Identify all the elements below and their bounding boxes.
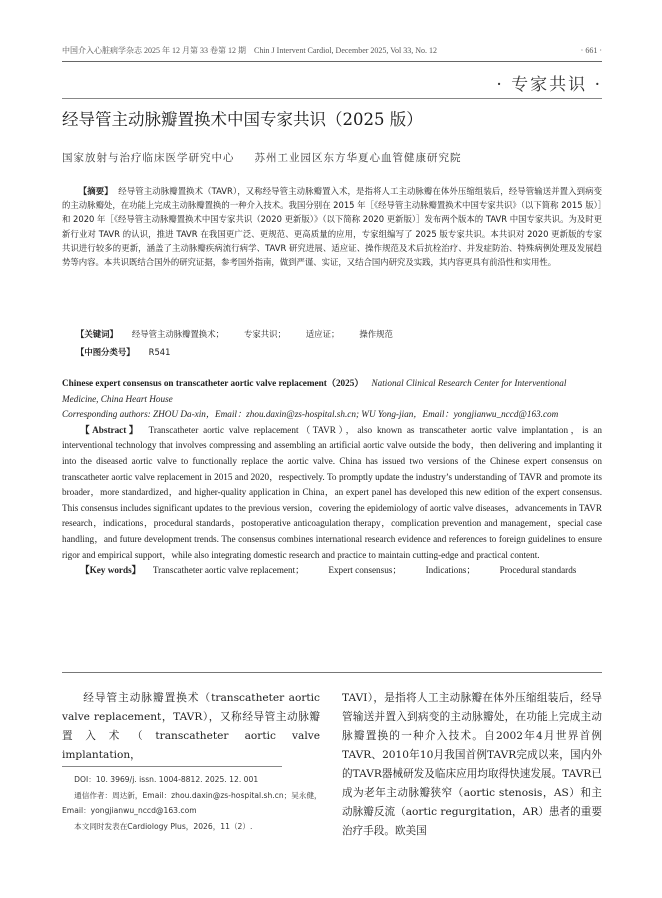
running-head [62, 44, 602, 58]
footnote-rule [62, 766, 282, 767]
keyword-cn: 操作规范 [359, 329, 393, 339]
page-number: · 661 · [580, 46, 602, 55]
keyword-cn: 经导管主动脉瓣置换术； [131, 329, 224, 339]
keyword-cn: 适应证； [305, 329, 340, 339]
body-column-right: TAVI），是指将人工主动脉瓣在体外压缩组装后，经导管输送并置入到病变的主动脉瓣处，在功能上完成主动脉瓣置换的一种介入技术。自2002年4月世界首例TAVR、2010年10月我国首例TAVR完成以来，国内外的TAVR器械研发及临床应用均取得快速发展。TAVR已成为老年主动脉瓣狭窄（aortic stenosis，AS）和主动脉瓣反流（aortic regurgitation，AR）患者的重要治疗手段。欧美国 [342, 692, 602, 837]
english-abstract-label: 【Abstract】 [80, 424, 141, 435]
journal-info: 中国介入心脏病学杂志 2025 年 12 月第 33 卷第 12 期 Chin J Intervent Cardiol, December 2025, Vol 33, No. 12 [62, 46, 438, 55]
page-title: 经导管主动脉瓣置换术中国专家共识（2025 版） [62, 110, 423, 129]
keywords-cn-label: 【关键词】 [76, 329, 118, 339]
section-rule [62, 98, 602, 99]
header-rule [62, 61, 602, 62]
footnotes [62, 772, 324, 834]
english-keyword: Indications； [425, 565, 476, 576]
affiliations [62, 150, 602, 165]
english-abstract-block [62, 376, 602, 579]
footnote-corresponding-email: Email：yongjianwu_nccd@163.com [62, 806, 197, 815]
section-tag: · 专家共识 · [496, 75, 602, 95]
keyword-cn: 专家共识； [244, 329, 286, 339]
english-abstract [62, 423, 602, 563]
english-keywords-label: 【Key words】 [80, 565, 141, 576]
english-keyword: Transcatheter aortic valve replacement； [152, 565, 305, 576]
affiliation-1: 国家放射与治疗临床医学研究中心 [62, 152, 235, 164]
abstract-divider [62, 672, 602, 673]
english-abstract-text: Transcatheter aortic valve replacement（TAVR），also known as transcatheter aortic valve implantation，is an interventional technology that involves compressing and assembling an artificial aortic valve outside the body，then delivering and implanting it into the diseased aortic valve to functionally replace the aortic valve. China has issued two versions of the Chinese expert consensus on transcatheter aortic valve replacement in 2015 and 2020，respectively. To promptly update the industry’s understanding of TAVR and promote its broader，more standardized，and higher-quality application in China，an expert panel has developed this new edition of the expert consensus. This consensus includes significant updates to the previous version，covering the epidemiology of aortic valve diseases，advancements in TAVR research，indications，procedural standards，postoperative anticoagulation therapy，complication prevention and management，special case handling，and future development trends. The consensus combines international research evidence and references to foreign guidelines to ensure rigor and empirical support，while also integrating domestic research and practice to maintain cutting-edge and practical content. [62, 424, 602, 560]
abstract-cn-label: 【摘要】 [78, 186, 113, 196]
classification-cn [76, 345, 596, 359]
footnote-doi: DOI：10. 3969/j. issn. 1004-8812. 2025. 12. 001 [74, 775, 259, 784]
keywords-cn [76, 327, 596, 341]
english-title: Chinese expert consensus on transcatheter aortic valve replacement（2025） [62, 378, 364, 388]
english-institution: National Clinical Research Center for Interventional Medicine, China Heart House [62, 378, 567, 404]
classification-cn-value: R541 [148, 347, 171, 357]
english-keywords [62, 563, 602, 579]
body-column-left: 经导管主动脉瓣置换术（transcatheter aortic valve replacement，TAVR），又称经导管主动脉瓣置入术（transcatheter aortic valve implantation， [62, 692, 320, 761]
english-title-line [62, 376, 602, 407]
english-keyword: Expert consensus； [328, 565, 402, 576]
footnote-simultaneous-publication: 本文同时发表在Cardiology Plus，2026，11（2）. [74, 821, 253, 831]
corresponding-authors: Corresponding authors: ZHOU Da-xin，Email：zhou.daxin@zs-hospital.sh.cn; WU Yong-jian，Email：yongjianwu_nccd@163.com [62, 409, 559, 420]
english-keyword: Procedural standards [499, 565, 577, 576]
affiliation-2: 苏州工业园区东方华夏心血管健康研究院 [254, 152, 462, 164]
abstract-cn [62, 184, 602, 269]
abstract-cn-text: 经导管主动脉瓣置换术（TAVR），又称经导管主动脉瓣置入术，是指将人工主动脉瓣在体外压缩组装后，经导管输送并置入到病变的主动脉瓣处，在功能上完成主动脉瓣置换的一种介入技术。我国分别在 2015 年［《经导管主动脉瓣置换术中国专家共识》（以下简称 2015 版）］和 2020 年［《经导管主动脉瓣置换术中国专家共识（2020 更新版）》（以下简称 2020 更新版）］发布两个版本的 TAVR 中国专家共识。为及时更新行业对 TAVR 的认识，推进 TAVR 在我国更广泛、更规范、更高质量的应用，专家组编写了 2025 版专家共识。本共识对 2020 更新版的专家共识进行较多的更新，涵盖了主动脉瓣疾病流行病学、TAVR 研究进展、适应证、操作规范及术后抗栓治疗、并发症防治、特殊病例处理及发展趋势等内容。本共识既结合国外的研究证据，参考国外指南，做到严谨、实证，又结合国内研究及实践，其内容更具有前沿性和实用性。 [62, 186, 602, 268]
footnote-corresponding: 通信作者：周达新，Email：zhou.daxin@zs-hospital.sh.cn；吴永健， [74, 790, 322, 800]
classification-cn-label: 【中图分类号】 [76, 347, 135, 357]
